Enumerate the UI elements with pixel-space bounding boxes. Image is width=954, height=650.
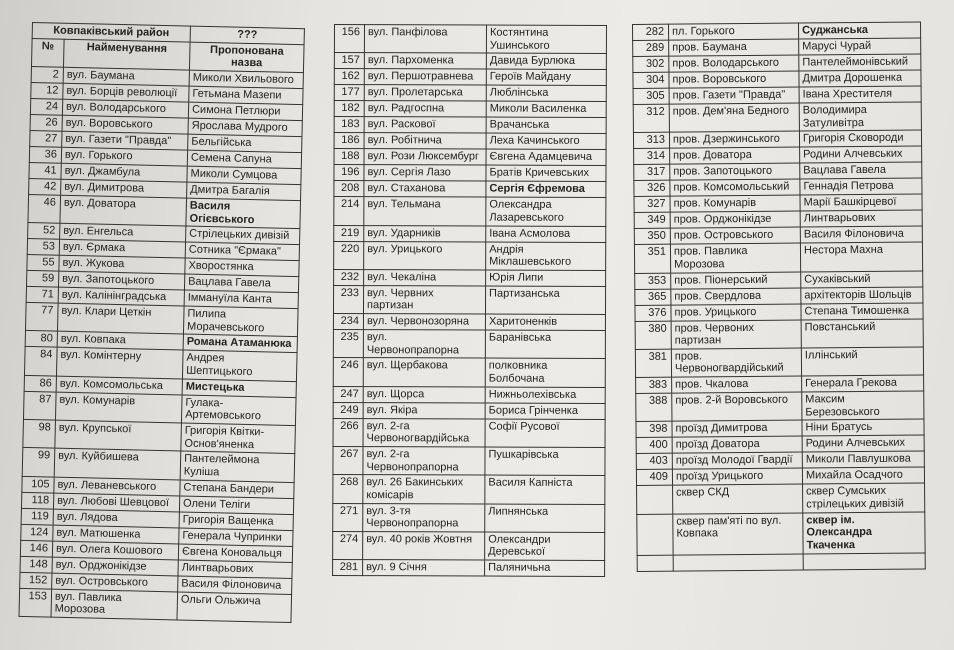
row-number: 302 — [633, 56, 669, 72]
old-street-name: вул. Калінінградська — [58, 287, 184, 306]
row-number: 182 — [334, 101, 364, 117]
old-street-name: вул. Матюшенка — [53, 525, 179, 544]
row-number: 268 — [333, 475, 363, 503]
row-number: 403 — [636, 454, 672, 470]
row-number: 383 — [636, 377, 672, 393]
old-street-name: вул. Воровського — [62, 115, 188, 134]
proposed-street-name: Генерала Чупринки — [179, 528, 293, 547]
old-street-name: сквер СКД — [673, 484, 803, 513]
table-1-body — [19, 66, 303, 622]
proposed-street-name: Василя Огієвського — [186, 198, 301, 229]
row-number — [637, 555, 673, 571]
proposed-street-name: Євгена Коновальця — [178, 544, 292, 563]
table-row — [334, 53, 606, 70]
table-row — [637, 512, 925, 555]
proposed-street-name: Андрія Міклашевського — [486, 242, 606, 271]
row-number: 53 — [27, 239, 59, 256]
row-number: 314 — [634, 148, 670, 164]
table-row — [333, 503, 605, 532]
table-row — [333, 531, 605, 560]
row-number: 274 — [333, 531, 363, 559]
proposed-street-name: Братів Кричевських — [486, 165, 606, 181]
proposed-street-name: Нестора Махна — [800, 242, 922, 271]
proposed-street-name: Гетьмана Мазепи — [189, 86, 303, 105]
old-street-name: вул. Панфілова — [364, 25, 486, 54]
old-street-name: пров. Газети "Правда" — [669, 87, 799, 104]
row-number: 304 — [633, 72, 669, 88]
proposed-street-name: Василя Капніста — [485, 475, 605, 504]
proposed-street-name: Пилипа Морачевського — [183, 306, 298, 337]
row-number: 234 — [333, 314, 363, 330]
proposed-street-name: Липнянська — [485, 504, 605, 533]
row-number: 271 — [333, 503, 363, 531]
proposed-street-name: Пушкарівська — [485, 447, 605, 476]
sheet-middle — [332, 24, 607, 577]
old-street-name: вул. Крупської — [55, 420, 182, 451]
proposed-street-name: Стрілецьких дивізій — [186, 226, 300, 245]
row-number: 148 — [20, 556, 52, 573]
proposed-street-name: Ярослава Мудрого — [188, 118, 302, 137]
row-number: 186 — [334, 133, 364, 149]
row-number: 398 — [636, 422, 672, 438]
proposed-street-name — [803, 553, 925, 570]
old-street-name: вул. Баумана — [63, 67, 189, 86]
old-street-name: вул. Червонопрапорна — [363, 330, 485, 359]
old-street-name: вул. Сергія Лазо — [364, 165, 486, 181]
row-number: 84 — [24, 347, 57, 376]
old-street-name: вул. Робітнича — [364, 133, 486, 149]
old-street-name: пров. Павлика Морозова — [670, 243, 800, 272]
old-street-name: вул. Комсомольська — [56, 376, 182, 395]
proposed-street-name: Ольги Ольжича — [177, 592, 292, 623]
old-street-name: вул. 40 років Жовтня — [363, 531, 485, 560]
table-row — [334, 225, 606, 242]
old-street-name: пров. Запотоцького — [670, 163, 800, 180]
proposed-street-name: архітекторів Шольців — [801, 287, 923, 304]
old-street-name: пров. Піонерський — [671, 272, 801, 289]
sheet-right — [632, 21, 926, 571]
old-street-name: вул. Чекаліна — [364, 269, 486, 285]
row-number: 249 — [333, 402, 363, 418]
proposed-street-name: Повстанський — [801, 319, 923, 348]
row-number: 27 — [30, 130, 62, 147]
proposed-street-name: Марії Башкірцевої — [800, 194, 922, 211]
row-number: 281 — [333, 560, 363, 576]
old-street-name: вул. Павлика Морозова — [51, 589, 178, 620]
proposed-street-name: Василя Філоновича — [178, 576, 292, 595]
proposed-street-name: Олександра Лазаревського — [486, 197, 606, 226]
proposed-street-name: Давида Бурлюка — [486, 53, 606, 69]
old-street-name: пров. Чкалова — [672, 376, 802, 393]
old-street-name: пров. Комсомольський — [670, 179, 800, 196]
row-number: 365 — [635, 289, 671, 305]
old-street-name: вул. Червонозоряна — [363, 314, 485, 330]
old-street-name: вул. Єрмака — [59, 239, 185, 258]
proposed-street-name: Миколи Павлушкова — [802, 451, 924, 468]
old-street-name: вул. Володарського — [62, 99, 188, 118]
old-street-name: пров. Доватора — [670, 147, 800, 164]
table-row — [333, 402, 605, 419]
rename-table-1 — [19, 22, 305, 623]
old-street-name: вул. 2-га Червоногвардійська — [363, 418, 485, 447]
proposed-street-name: Михайла Осадчого — [802, 467, 924, 484]
old-street-name: вул. Жукова — [59, 255, 185, 274]
proposed-street-name: Василя Філоновича — [800, 226, 922, 243]
proposed-street-name: Суджанська — [798, 22, 920, 39]
proposed-street-name: Євгена Адамцевича — [486, 149, 606, 165]
proposed-street-name: Григорія Ващенка — [179, 512, 293, 531]
old-street-name: пров. Воровського — [669, 71, 799, 88]
row-number: 233 — [333, 285, 363, 313]
proposed-street-name: Леха Качинського — [486, 133, 606, 149]
row-number: 220 — [334, 241, 364, 269]
proposed-street-name: Линтварьових — [178, 560, 292, 579]
table-2-body — [333, 25, 607, 577]
table-row — [334, 85, 606, 102]
table-row — [333, 314, 605, 331]
table-row — [333, 285, 605, 314]
row-number: 152 — [20, 572, 52, 589]
old-street-name: вул. Клари Цеткін — [57, 303, 184, 334]
row-number: 376 — [635, 305, 671, 321]
row-number: 87 — [23, 391, 56, 420]
table-row — [333, 560, 605, 577]
row-number: 388 — [636, 393, 672, 422]
proposed-street-name: сквер ім. Олександра Ткаченка — [803, 512, 925, 554]
row-number: 188 — [334, 149, 364, 165]
old-street-name: пл. Горького — [669, 23, 799, 40]
row-number: 41 — [29, 162, 61, 179]
old-street-name: вул. Островського — [52, 573, 178, 592]
table-row — [634, 242, 922, 273]
old-street-name: пров. Дем'яна Бедного — [669, 103, 799, 132]
proposed-street-name: Марусі Чурай — [799, 38, 921, 55]
proposed-street-name: Партизанська — [485, 286, 605, 315]
old-street-name: вул. Червних партизан — [363, 285, 485, 314]
old-street-name — [673, 554, 803, 571]
proposed-street-name: Григорія Квітки-Основ'яненка — [181, 423, 296, 454]
row-number: 86 — [24, 375, 56, 392]
row-number: 36 — [29, 146, 61, 163]
row-number: 351 — [634, 244, 670, 273]
proposed-street-name: полковника Болбочана — [485, 358, 605, 387]
old-street-name: вул. Якіра — [363, 402, 485, 418]
old-street-name: пров. Комунарів — [670, 195, 800, 212]
old-street-name: пров. Володарського — [669, 55, 799, 72]
proposed-street-name: Баранівська — [485, 330, 605, 359]
row-number: 350 — [634, 228, 670, 244]
old-street-name: пров. Свердлова — [671, 288, 801, 305]
row-number: 183 — [334, 117, 364, 133]
proposed-street-name: Софії Русової — [485, 419, 605, 448]
proposed-street-name: Генерала Грекова — [802, 375, 924, 392]
table-row — [333, 330, 605, 359]
table-row — [635, 347, 923, 378]
proposed-street-name: Врачанська — [486, 117, 606, 133]
old-street-name: пров. Урицького — [671, 304, 801, 321]
proposed-street-name: Андрея Шептицького — [182, 350, 297, 381]
proposed-street-name: Пантелеймона Куліша — [180, 451, 295, 482]
old-street-name: вул. 26 Бакинських комісарів — [363, 475, 485, 504]
rename-table-3 — [632, 21, 926, 571]
old-street-name: вул. Олега Кошового — [52, 541, 178, 560]
old-street-name: вул. Димитрова — [61, 179, 187, 198]
old-street-name: вул. Любові Шевцової — [53, 493, 179, 512]
proposed-street-name: Семена Сапуна — [187, 150, 301, 169]
old-street-name: вул. Доватора — [60, 195, 187, 226]
old-street-name: вул. Горького — [61, 147, 187, 166]
proposed-street-name: Миколи Хвильового — [189, 70, 303, 89]
old-street-name: вул. Першотравнева — [364, 69, 486, 85]
number-column-header: № — [31, 38, 64, 67]
row-number: 326 — [634, 180, 670, 196]
row-number: 267 — [333, 446, 363, 474]
old-street-name: вул. Джамбула — [61, 163, 187, 182]
old-street-name: пров. Баумана — [669, 39, 799, 56]
old-street-name: вул. Газети "Правда" — [62, 131, 188, 150]
table-row — [334, 181, 606, 198]
old-street-name: пров. Островського — [670, 227, 800, 244]
row-number: 99 — [22, 448, 55, 477]
row-number: 246 — [333, 358, 363, 386]
proposed-street-name: Володимира Затуливітра — [799, 102, 921, 131]
old-street-name: вул. Енгельса — [60, 223, 186, 242]
old-street-name: вул. Лядова — [53, 509, 179, 528]
proposed-street-name: Бориса Грінченка — [485, 403, 605, 419]
row-number: 12 — [31, 82, 63, 99]
old-street-name: вул. Пархоменка — [364, 53, 486, 69]
table-row — [333, 446, 605, 475]
table-row — [635, 319, 923, 350]
old-street-name: проїзд Урицького — [672, 468, 802, 485]
table-3-body — [633, 22, 926, 571]
row-number: 381 — [635, 349, 671, 378]
row-number: 24 — [30, 98, 62, 115]
table-row — [19, 588, 292, 622]
row-number: 118 — [21, 492, 53, 509]
proposed-street-name: Миколи Сумцова — [187, 166, 301, 185]
proposed-street-name: Люблінська — [486, 85, 606, 101]
rename-table-2 — [332, 24, 607, 577]
proposed-street-name: Іммануїла Канта — [184, 290, 298, 309]
old-street-name: вул. Орджонікідзе — [52, 557, 178, 576]
proposed-street-name: Пантелеймонівський — [799, 54, 921, 71]
table-row — [334, 117, 606, 134]
row-number: 46 — [28, 194, 61, 223]
row-number: 146 — [20, 540, 52, 557]
row-number: 214 — [334, 197, 364, 225]
proposed-street-name: Бельгійська — [188, 134, 302, 153]
row-number: 282 — [633, 24, 669, 40]
proposed-street-name: Олени Теліги — [179, 496, 293, 515]
table-row — [334, 269, 606, 286]
proposed-street-name: Юрія Липи — [486, 270, 606, 286]
proposed-street-name: Родини Алчевських — [802, 435, 924, 452]
old-street-name: вул. Урицького — [364, 241, 486, 270]
proposed-street-name: Миколи Василенка — [486, 101, 606, 117]
proposed-street-name: Дмитра Багалія — [187, 182, 301, 201]
old-street-name: вул. Тельмана — [364, 197, 486, 226]
table-row — [334, 241, 606, 270]
old-street-name: вул. Комінтерну — [56, 348, 183, 379]
proposed-street-name: Сергія Єфремова — [486, 181, 606, 197]
row-number: 162 — [334, 69, 364, 85]
table-row — [333, 418, 605, 447]
row-number: 157 — [334, 53, 364, 69]
proposed-street-name: сквер Сумських стрілецьких дивізій — [803, 483, 925, 512]
old-street-name: пров. Червоногвардійський — [671, 348, 801, 377]
table-row — [334, 165, 606, 182]
proposed-street-name: Сухаківський — [801, 271, 923, 288]
proposed-street-name: Харитоненків — [485, 314, 605, 330]
row-number: 219 — [334, 225, 364, 241]
row-number: 77 — [25, 303, 58, 332]
old-street-name: вул. Борців революції — [63, 83, 189, 102]
proposed-street-name: Нижньолехівська — [485, 387, 605, 403]
proposed-street-name: Олександри Деревської — [485, 532, 605, 561]
proposed-street-name: Паляничьна — [485, 560, 605, 576]
district-title: Ковпаківський район — [32, 23, 190, 42]
proposed-street-name: Вацлава Гавела — [184, 274, 298, 293]
row-number: 26 — [30, 114, 62, 131]
proposed-street-name: Гулака-Артемовського — [181, 395, 296, 426]
proposed-street-name: Ніни Братусь — [802, 419, 924, 436]
table-row — [333, 475, 605, 504]
proposed-street-name: Сотника "Єрмака" — [185, 242, 299, 261]
row-number: 2 — [31, 66, 63, 83]
row-number: 71 — [26, 287, 58, 304]
row-number: 208 — [334, 181, 364, 197]
old-street-name: вул. Радгоспна — [364, 101, 486, 117]
proposed-street-name: Героїв Майдану — [486, 69, 606, 85]
row-number: 105 — [22, 476, 54, 493]
row-number: 55 — [27, 255, 59, 272]
table-row — [637, 483, 925, 514]
row-number: 400 — [636, 438, 672, 454]
proposed-street-name: Симона Петлюри — [188, 102, 302, 121]
proposed-street-name: Степана Бандери — [180, 480, 294, 499]
row-number — [637, 486, 673, 515]
old-street-name: вул. Щербакова — [363, 358, 485, 387]
proposed-street-name: Мистецька — [182, 379, 296, 398]
old-street-name: вул. Щорса — [363, 386, 485, 402]
table-row — [636, 391, 924, 422]
row-number: 119 — [21, 508, 53, 525]
table-row — [334, 69, 606, 86]
proposed-column-header: Пропонована назва — [189, 42, 304, 73]
unknown-header: ??? — [190, 26, 304, 44]
name-column-header: Найменування — [63, 39, 190, 70]
table-row — [334, 197, 606, 226]
old-street-name: вул. Рози Люксембург — [364, 149, 486, 165]
old-street-name: вул. 9 Січня — [363, 560, 485, 576]
row-number: 52 — [28, 223, 60, 240]
row-number: 42 — [29, 178, 61, 195]
row-number: 232 — [334, 269, 364, 285]
row-number: 235 — [333, 330, 363, 358]
row-number: 196 — [334, 165, 364, 181]
proposed-street-name: Максим Березовського — [802, 391, 924, 420]
proposed-street-name: Григорія Сковороди — [799, 130, 921, 147]
row-number: 305 — [633, 88, 669, 104]
old-street-name: вул. Куйбишева — [54, 448, 181, 479]
row-number: 409 — [636, 470, 672, 486]
row-number: 353 — [635, 273, 671, 289]
table-row — [334, 149, 606, 166]
old-street-name: сквер пам'яті по вул. Ковпака — [673, 513, 803, 555]
proposed-street-name: Іллінський — [801, 347, 923, 376]
proposed-street-name: Вацлава Гавела — [800, 162, 922, 179]
old-street-name: вул. Пролетарська — [364, 85, 486, 101]
table-row — [333, 358, 605, 387]
row-number: 59 — [26, 271, 58, 288]
old-street-name: проїзд Доватора — [672, 436, 802, 453]
table-row — [334, 25, 606, 54]
row-number: 153 — [19, 588, 52, 617]
old-street-name: вул. Леваневського — [54, 477, 180, 496]
proposed-street-name: Костянтина Ушинського — [486, 25, 606, 54]
old-street-name: пров. 2-й Воровського — [672, 392, 802, 421]
row-number: 312 — [633, 104, 669, 133]
old-street-name: вул. 3-тя Червонопрапорна — [363, 503, 485, 532]
old-street-name: пров. Червоних партизан — [671, 320, 801, 349]
proposed-street-name: Дмитра Дорошенка — [799, 70, 921, 87]
old-street-name: вул. Ковпака — [57, 332, 183, 351]
table-row — [333, 386, 605, 403]
old-street-name: вул. Комунарів — [55, 392, 182, 423]
row-number: 124 — [21, 524, 53, 541]
proposed-street-name: Івана Асмолова — [486, 226, 606, 242]
proposed-street-name: Івана Хрестителя — [799, 86, 921, 103]
proposed-street-name: Хворостянка — [185, 258, 299, 277]
old-street-name: вул. 2-га Червонопрапорна — [363, 447, 485, 476]
old-street-name: проїзд Молодої Гвардії — [672, 452, 802, 469]
proposed-street-name: Романа Атаманюка — [183, 335, 297, 354]
old-street-name: вул. Раскової — [364, 117, 486, 133]
proposed-street-name: Линтварьових — [800, 210, 922, 227]
row-number: 80 — [25, 331, 57, 348]
old-street-name: вул. Стаханова — [364, 181, 486, 197]
old-street-name: пров. Орджонікідзе — [670, 211, 800, 228]
old-street-name: вул. Запотоцького — [58, 271, 184, 290]
row-number: 380 — [635, 321, 671, 350]
table-row — [334, 101, 606, 118]
row-number: 289 — [633, 40, 669, 56]
row-number: 349 — [634, 212, 670, 228]
proposed-street-name: Родини Алчевських — [800, 146, 922, 163]
row-number: 156 — [334, 25, 364, 53]
sheet-kovpakivskyi — [19, 22, 305, 623]
row-number: 327 — [634, 196, 670, 212]
proposed-street-name: Степана Тимошенка — [801, 303, 923, 320]
table-row — [334, 133, 606, 150]
row-number: 247 — [333, 386, 363, 402]
table-row — [637, 553, 925, 572]
row-number: 98 — [23, 419, 56, 448]
old-street-name: пров. Дзержинського — [669, 131, 799, 148]
table-row — [633, 102, 921, 133]
old-street-name: проїзд Димитрова — [672, 420, 802, 437]
old-street-name: вул. Ударників — [364, 225, 486, 241]
proposed-street-name: Геннадія Петрова — [800, 178, 922, 195]
row-number: 266 — [333, 418, 363, 446]
row-number: 313 — [633, 132, 669, 148]
row-number — [637, 514, 673, 555]
row-number: 317 — [634, 164, 670, 180]
row-number: 177 — [334, 85, 364, 101]
